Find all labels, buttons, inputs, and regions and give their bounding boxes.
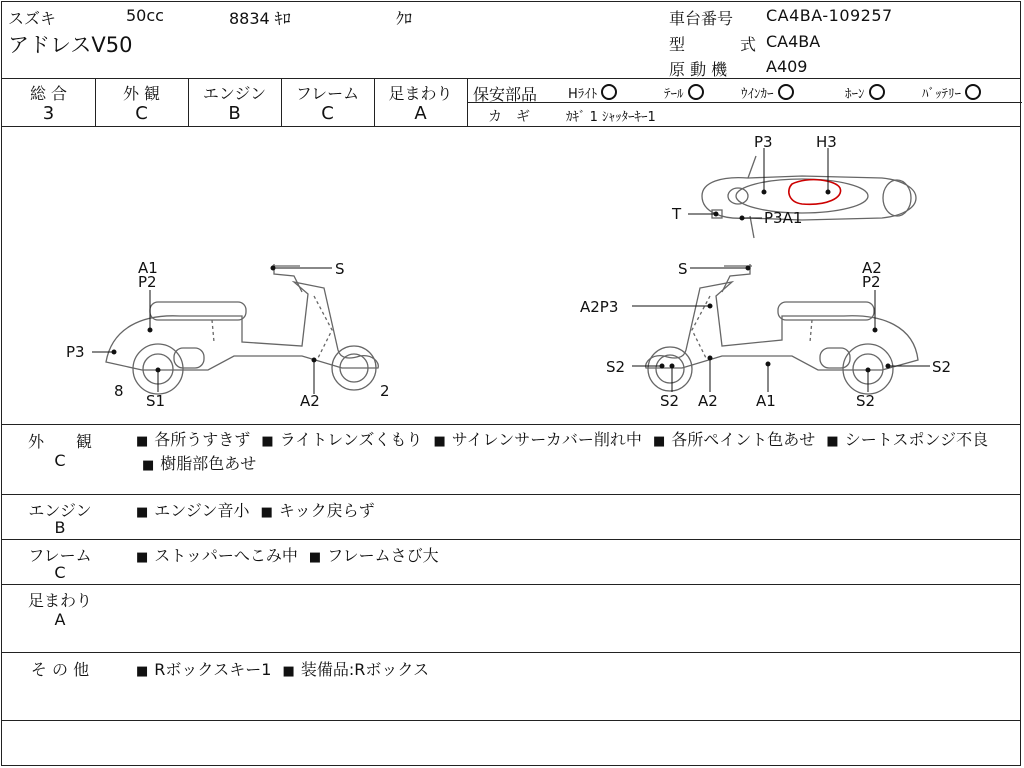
diagram-label: A1 bbox=[138, 259, 158, 277]
key-value: ｶｷﾞ 1 ｼｬｯﾀｰｷｰ1 bbox=[566, 110, 656, 125]
divider bbox=[2, 424, 1020, 425]
remark-item: ■ キック戻らず bbox=[261, 501, 375, 520]
remark-item: ■ Rボックスキー1 bbox=[136, 660, 271, 679]
remark-item: ■ サイレンサーカバー削れ中 bbox=[433, 430, 641, 449]
safety-horn: ﾎｰﾝ bbox=[845, 83, 885, 102]
remark-item: ■ 各所うすきず bbox=[136, 430, 250, 449]
divider bbox=[2, 539, 1020, 540]
diagram-label: A2 bbox=[300, 392, 320, 410]
safety-tail: ﾃｰﾙ bbox=[664, 83, 704, 102]
diagram-label: P3 bbox=[66, 343, 85, 361]
diagram-label: P2 bbox=[138, 273, 157, 291]
grade-suspension-label: 足まわり bbox=[388, 84, 453, 103]
maker: スズキ bbox=[8, 9, 57, 28]
divider bbox=[2, 494, 1020, 495]
diagram-label: T bbox=[672, 205, 682, 223]
remark-grade: C bbox=[54, 451, 66, 470]
diagram-label: S2 bbox=[606, 358, 626, 376]
remark-items bbox=[136, 498, 375, 521]
diagram-label: A1 bbox=[756, 392, 776, 410]
safety-winker: ｳｲﾝｶｰ bbox=[741, 83, 794, 102]
displacement: 50cc bbox=[126, 6, 164, 25]
remark-item: ■ シートスポンジ不良 bbox=[826, 430, 988, 449]
type-label-2: 式 bbox=[740, 35, 757, 54]
diagram-label: P3 bbox=[754, 133, 773, 151]
remark-grade: B bbox=[54, 518, 66, 537]
divider bbox=[2, 78, 1020, 79]
diagram-label: A2 bbox=[862, 259, 882, 277]
diagram-label: 8 bbox=[114, 382, 124, 400]
remark-category: 外 観 bbox=[27, 432, 92, 451]
diagram-label: S1 bbox=[146, 392, 166, 410]
diagram-label: S bbox=[678, 260, 688, 278]
diagram-label: A2 bbox=[698, 392, 718, 410]
frame-no: CA4BA-109257 bbox=[766, 6, 893, 25]
grade-suspension: A bbox=[414, 103, 427, 124]
mileage: 8834 ｷﾛ bbox=[229, 9, 291, 28]
frame-no-label: 車台番号 bbox=[669, 9, 734, 28]
remark-item: ■ 各所ペイント色あせ bbox=[653, 430, 815, 449]
diagram-label: 2 bbox=[380, 382, 390, 400]
diagram-label: P3A1 bbox=[764, 209, 803, 227]
remark-items bbox=[136, 543, 439, 566]
type-value: CA4BA bbox=[766, 32, 821, 51]
grade-engine-label: エンジン bbox=[202, 84, 267, 103]
remark-grade: C bbox=[54, 563, 66, 582]
remark-grade: A bbox=[54, 610, 66, 629]
remark-item: ■ 樹脂部色あせ bbox=[142, 454, 256, 473]
diagram-label: S2 bbox=[660, 392, 680, 410]
inspection-sheet bbox=[1, 1, 1021, 766]
diagram-label: P2 bbox=[862, 273, 881, 291]
remark-category: フレーム bbox=[28, 546, 92, 565]
ok-circle-icon bbox=[688, 84, 704, 100]
remark-item: ■ ストッパーへこみ中 bbox=[136, 546, 298, 565]
ok-circle-icon bbox=[965, 84, 981, 100]
divider bbox=[467, 78, 468, 126]
grade-frame-label: フレーム bbox=[295, 84, 360, 103]
remark-item: ■ ライトレンズくもり bbox=[261, 430, 422, 449]
type-label-1: 型 bbox=[669, 35, 686, 54]
engine-label: 原 動 機 bbox=[669, 60, 728, 79]
grade-total-label: 総 合 bbox=[29, 84, 68, 103]
engine-value: A409 bbox=[766, 57, 808, 76]
diagram-label: S2 bbox=[932, 358, 952, 376]
divider bbox=[2, 584, 1020, 585]
diagram-label: S bbox=[335, 260, 345, 278]
grade-frame: C bbox=[321, 103, 334, 124]
safety-headlight: Hﾗｲﾄ bbox=[568, 83, 617, 102]
model-name: アドレスV50 bbox=[8, 33, 133, 57]
ok-circle-icon bbox=[601, 84, 617, 100]
color: ｸﾛ bbox=[396, 9, 413, 28]
remark-item: ■ 装備品:Rボックス bbox=[283, 660, 430, 679]
remark-category: そ の 他 bbox=[30, 660, 90, 679]
grade-exterior-label: 外 観 bbox=[122, 84, 161, 103]
grade-total: 3 bbox=[42, 103, 55, 124]
diagram-label: H3 bbox=[816, 133, 837, 151]
diagram-label: A2P3 bbox=[580, 298, 619, 316]
remark-items bbox=[136, 429, 1016, 477]
remark-category: 足まわり bbox=[27, 591, 92, 610]
remark-category: エンジン bbox=[28, 501, 92, 520]
divider bbox=[467, 102, 1022, 103]
divider bbox=[2, 652, 1020, 653]
safety-label: 保安部品 bbox=[473, 85, 538, 104]
grade-engine: B bbox=[228, 103, 241, 124]
safety-battery: ﾊﾞｯﾃﾘｰ bbox=[922, 83, 981, 102]
damage-mark-icon bbox=[789, 180, 841, 205]
damage-diagram bbox=[2, 126, 1022, 424]
ok-circle-icon bbox=[778, 84, 794, 100]
remark-item: ■ エンジン音小 bbox=[136, 501, 250, 520]
remark-item: ■ フレームさび大 bbox=[309, 546, 439, 565]
divider bbox=[2, 720, 1020, 721]
diagram-label: S2 bbox=[856, 392, 876, 410]
scooter-top-view-icon bbox=[702, 156, 916, 238]
remark-items bbox=[136, 657, 429, 680]
grade-exterior: C bbox=[135, 103, 148, 124]
key-label: カ ギ bbox=[488, 109, 530, 125]
ok-circle-icon bbox=[869, 84, 885, 100]
